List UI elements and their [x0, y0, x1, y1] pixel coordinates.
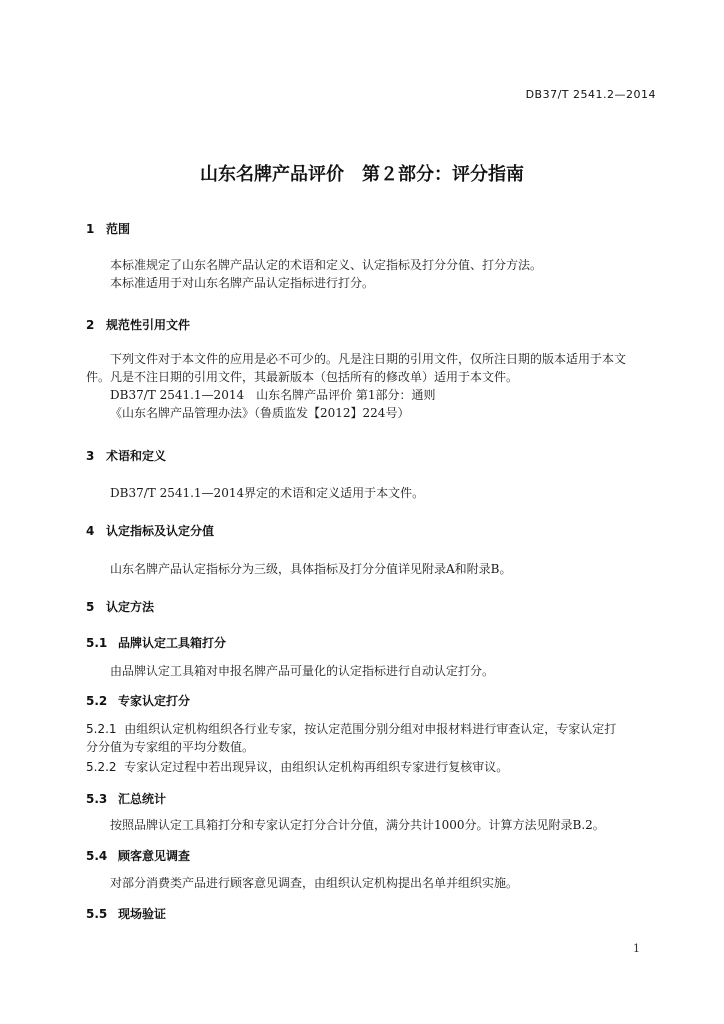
section-1-paragraph-1: 本标准规定了山东名牌产品认定的术语和定义、认定指标及打分分值、打分方法。 [110, 258, 543, 272]
section-number: 2 [86, 318, 95, 332]
section-2-reference-2: 《山东名牌产品管理办法》（鲁质监发【2012】224号） [110, 406, 410, 420]
section-number: 5.5 [86, 907, 108, 921]
section-1-heading [86, 220, 130, 237]
section-number: 4 [86, 524, 95, 538]
section-title: 认定指标及认定分值 [106, 524, 215, 538]
subsection-number: 5.2.1 [86, 722, 117, 736]
section-title: 认定方法 [106, 600, 155, 614]
section-4-paragraph: 山东名牌产品认定指标分为三级，具体指标及打分分值详见附录A和附录B。 [110, 562, 512, 576]
section-title: 规范性引用文件 [106, 318, 191, 332]
section-number: 5.2 [86, 694, 108, 708]
section-title: 专家认定打分 [118, 694, 191, 708]
section-title: 品牌认定工具箱打分 [118, 636, 227, 650]
section-number: 5 [86, 600, 95, 614]
section-5-4-heading [86, 847, 190, 864]
section-5-heading [86, 598, 154, 615]
section-2-paragraph-line-1: 下列文件对于本文件的应用是必不可少的。凡是注日期的引用文件，仅所注日期的版本适用于本文 [110, 352, 627, 366]
section-5-4-paragraph: 对部分消费类产品进行顾客意见调查，由组织认定机构提出名单并组织实施。 [110, 876, 519, 890]
section-title: 顾客意见调查 [118, 849, 191, 863]
section-title: 范围 [106, 222, 131, 236]
section-5-2-2-paragraph [86, 758, 662, 776]
document-title: 山东名牌产品评价 第２部分：评分指南 [200, 164, 524, 185]
section-title: 现场验证 [118, 907, 167, 921]
page-number: 1 [633, 942, 640, 955]
section-5-1-heading [86, 634, 226, 651]
subsection-number: 5.2.2 [86, 760, 117, 774]
section-1-paragraph-2: 本标准适用于对山东名牌产品认定指标进行打分。 [110, 276, 375, 290]
section-number: 5.1 [86, 636, 108, 650]
document-code: DB37/T 2541.2—2014 [525, 88, 656, 101]
section-4-heading [86, 522, 214, 539]
section-5-5-heading [86, 905, 166, 922]
section-2-reference-1: DB37/T 2541.1—2014 山东名牌产品评价 第1部分：通则 [110, 388, 436, 402]
section-title: 汇总统计 [118, 792, 167, 806]
section-5-1-paragraph: 由品牌认定工具箱对申报名牌产品可量化的认定指标进行自动认定打分。 [110, 664, 495, 678]
section-5-3-paragraph: 按照品牌认定工具箱打分和专家认定打分合计分值，满分共计1000分。计算方法见附录B.2。 [110, 818, 605, 832]
section-2-paragraph-line-2: 件。凡是不注日期的引用文件，其最新版本（包括所有的修改单）适用于本文件。 [86, 370, 519, 384]
section-number: 5.3 [86, 792, 108, 806]
section-title: 术语和定义 [106, 449, 167, 463]
subsection-text: 专家认定过程中若出现异议，由组织认定机构再组织专家进行复核审议。 [124, 760, 509, 774]
section-2-heading [86, 316, 190, 333]
section-3-heading [86, 447, 166, 464]
subsection-text: 由组织认定机构组织各行业专家，按认定范围分别分组对申报材料进行审查认定，专家认定打 [124, 722, 617, 736]
section-5-3-heading [86, 790, 166, 807]
section-number: 3 [86, 449, 95, 463]
section-5-2-heading [86, 692, 190, 709]
section-number: 5.4 [86, 849, 108, 863]
section-number: 1 [86, 222, 95, 236]
section-5-2-1-paragraph-line-1 [86, 720, 662, 738]
section-3-paragraph: DB37/T 2541.1—2014界定的术语和定义适用于本文件。 [110, 486, 425, 500]
section-5-2-1-paragraph-line-2: 分分值为专家组的平均分数值。 [86, 740, 255, 754]
